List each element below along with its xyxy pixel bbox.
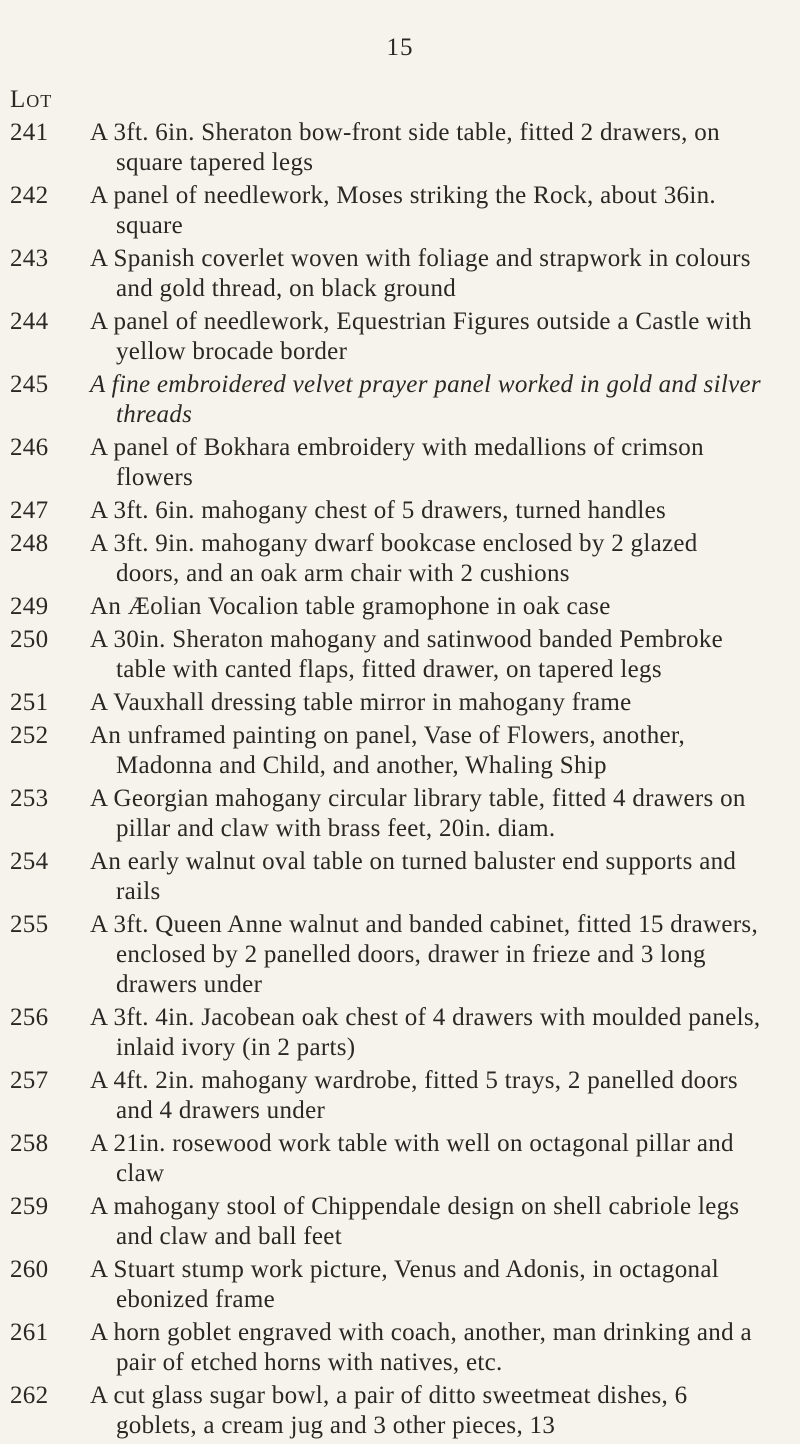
lot-number: 250 [10, 626, 49, 653]
lot-description: A cut glass sugar bowl, a pair of ditto sweetmeat dishes, 6 goblets, a cream jug and 3 other pieces, 13 [90, 1382, 688, 1439]
lot-description: A 21in. rosewood work table with well on octagonal pillar and claw [90, 1130, 734, 1187]
lot-number: 242 [10, 182, 49, 209]
lot-entry [0, 1255, 800, 1315]
lot-description: An unframed painting on panel, Vase of Flowers, another, Madonna and Child, and another, Whaling Ship [90, 722, 686, 779]
lot-description: A 30in. Sheraton mahogany and satinwood banded Pembroke table with canted flaps, fitted drawer, on tapered legs [90, 626, 724, 683]
lot-entry [0, 370, 800, 430]
lot-number: 261 [10, 1319, 49, 1346]
lot-description: A horn goblet engraved with coach, another, man drinking and a pair of etched horns with natives, etc. [90, 1319, 752, 1376]
lot-number: 259 [10, 1193, 49, 1220]
lot-number: 246 [10, 434, 49, 461]
lot-entry [0, 118, 800, 178]
lot-entry [0, 1066, 800, 1126]
lot-number: 241 [10, 119, 49, 146]
lot-entry [0, 307, 800, 367]
lot-number: 247 [10, 497, 49, 524]
lot-description: A mahogany stool of Chippendale design on shell cabriole legs and claw and ball feet [90, 1193, 740, 1250]
lot-number: 249 [10, 593, 49, 620]
lot-entry [0, 433, 800, 493]
lot-description: A 3ft. 9in. mahogany dwarf bookcase enclosed by 2 glazed doors, and an oak arm chair with 2 cushions [90, 530, 698, 587]
lot-number: 255 [10, 911, 49, 938]
lot-number: 257 [10, 1067, 49, 1094]
lot-entry [0, 1381, 800, 1441]
lot-entry [0, 244, 800, 304]
lot-description: A 3ft. 6in. mahogany chest of 5 drawers, turned handles [90, 497, 667, 524]
lot-entry [0, 688, 800, 718]
lot-description: A 4ft. 2in. mahogany wardrobe, fitted 5 trays, 2 panelled doors and 4 drawers under [90, 1067, 738, 1124]
lot-number: 245 [10, 371, 49, 398]
lot-number: 252 [10, 722, 49, 749]
lot-description: An Æolian Vocalion table gramophone in oak case [90, 593, 611, 620]
lot-entry [0, 529, 800, 589]
lot-entry [0, 496, 800, 526]
lot-description: A Georgian mahogany circular library table, fitted 4 drawers on pillar and claw with brass feet, 20in. diam. [90, 785, 746, 842]
page-number: 15 [386, 34, 414, 61]
lot-column-header: Lot [10, 86, 53, 113]
lot-entry [0, 784, 800, 844]
lot-number: 243 [10, 245, 49, 272]
lot-number: 262 [10, 1382, 49, 1409]
lot-entry [0, 625, 800, 685]
lot-entry [0, 721, 800, 781]
lot-number: 253 [10, 785, 49, 812]
lot-description: A 3ft. 4in. Jacobean oak chest of 4 drawers with moulded panels, inlaid ivory (in 2 parts) [90, 1004, 761, 1061]
lot-entry [0, 847, 800, 907]
lot-number: 260 [10, 1256, 49, 1283]
lot-description: A Spanish coverlet woven with foliage and strapwork in colours and gold thread, on black ground [90, 245, 751, 302]
lot-number: 248 [10, 530, 49, 557]
lot-list [0, 118, 800, 1444]
lot-description: A panel of Bokhara embroidery with medallions of crimson flowers [90, 434, 704, 491]
lot-entry [0, 1003, 800, 1063]
lot-entry [0, 592, 800, 622]
lot-entry [0, 1318, 800, 1378]
lot-description: A Stuart stump work picture, Venus and Adonis, in octagonal ebonized frame [90, 1256, 719, 1313]
lot-entry [0, 181, 800, 241]
lot-description: A panel of needlework, Equestrian Figures outside a Castle with yellow brocade border [90, 308, 752, 365]
lot-number: 256 [10, 1004, 49, 1031]
lot-description: A fine embroidered velvet prayer panel worked in gold and silver threads [90, 371, 761, 428]
lot-description: A 3ft. 6in. Sheraton bow-front side table, fitted 2 drawers, on square tapered legs [90, 119, 720, 176]
lot-number: 258 [10, 1130, 49, 1157]
lot-description: An early walnut oval table on turned baluster end supports and rails [90, 848, 737, 905]
lot-number: 254 [10, 848, 49, 875]
lot-description: A Vauxhall dressing table mirror in mahogany frame [90, 689, 632, 716]
lot-entry [0, 1192, 800, 1252]
lot-number: 251 [10, 689, 49, 716]
lot-entry [0, 910, 800, 1000]
lot-entry [0, 1129, 800, 1189]
lot-description: A panel of needlework, Moses striking the Rock, about 36in. square [90, 182, 716, 239]
lot-description: A 3ft. Queen Anne walnut and banded cabinet, fitted 15 drawers, enclosed by 2 panelled doors, drawer in frieze and 3 long drawers under [90, 911, 759, 998]
lot-number: 244 [10, 308, 49, 335]
